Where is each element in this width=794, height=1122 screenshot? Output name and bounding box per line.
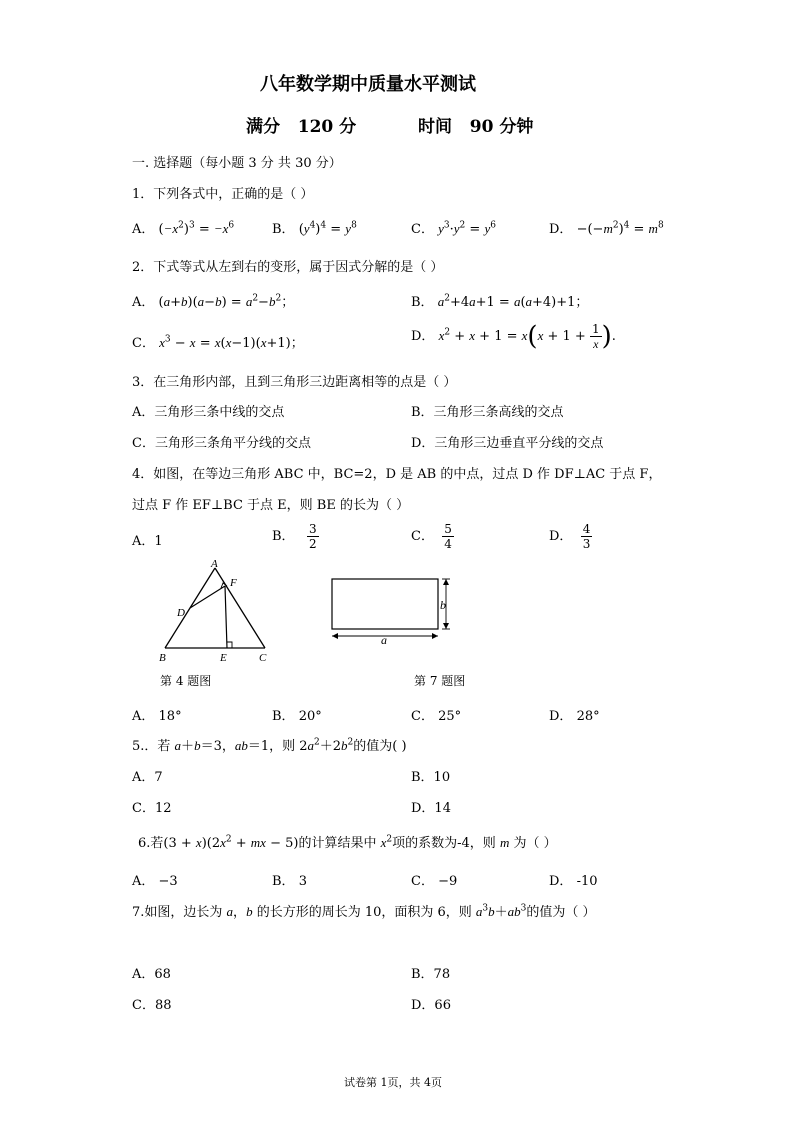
q1-option-a <box>132 218 234 237</box>
q1-option-b <box>272 218 357 237</box>
q5-option-a: A．7 <box>132 770 163 785</box>
q6-b-label: B． <box>272 874 295 889</box>
q4-b-label: B． <box>272 529 295 544</box>
q5-formula: a＋b＝3，ab＝1，则 $2a^2+2b^2$ <box>174 737 354 754</box>
label-c: C <box>259 652 267 664</box>
q5-option-c: C．12 <box>132 801 172 816</box>
figure-4-triangle <box>155 558 275 666</box>
q1-a-formula: $(-x^2)^3 = -x^6$ <box>158 220 235 237</box>
right-angle-e <box>227 642 232 648</box>
q6-option-c <box>411 870 457 889</box>
q6-option-a <box>132 870 178 889</box>
q6-c-value: −9 <box>438 874 458 889</box>
q4-b-den: 2 <box>308 537 317 551</box>
figure-7-rectangle <box>322 574 462 648</box>
q4-c-fraction <box>442 522 454 551</box>
q2-option-a <box>132 291 294 310</box>
q4-d-fraction <box>581 522 593 551</box>
q4-option-b <box>272 522 319 551</box>
q4-d-num: 4 <box>582 522 591 536</box>
q5-stem-prefix: 5.．若 <box>132 739 171 754</box>
label-dim-a: a <box>381 633 387 647</box>
q1-b-formula: $(y^4)^4 = y^8$ <box>298 220 357 237</box>
q1-d-formula: $-(-m^2)^4 = m^8$ <box>576 220 664 237</box>
q5-stem <box>132 735 407 754</box>
q3-option-d: D．三角形三边垂直平分线的交点 <box>411 436 604 451</box>
rectangle <box>332 579 438 629</box>
arrow-b-top <box>443 579 449 585</box>
q6-option-b <box>272 870 307 889</box>
q2-d-label: D． <box>411 329 435 344</box>
angle-a-label: A． <box>132 709 155 724</box>
q6-a-value: −3 <box>158 874 178 889</box>
label-dim-b: b <box>440 598 446 612</box>
q4-d-den: 3 <box>582 537 591 551</box>
q2-option-c <box>132 332 304 351</box>
segment-df <box>190 586 225 608</box>
angle-a-value: 18° <box>158 709 182 724</box>
q7-option-b: B．78 <box>411 967 451 982</box>
side-ac <box>215 568 265 648</box>
q2-a-formula: $(a+b)(a-b) = a^2-b^2$； <box>158 293 295 310</box>
q7-option-d: D．66 <box>411 998 451 1013</box>
label-e: E <box>220 652 227 664</box>
q1-d-label: D． <box>549 222 573 237</box>
angle-option-c <box>411 705 461 724</box>
q4-a-label: A． <box>132 534 155 549</box>
q4-c-label: C． <box>411 529 434 544</box>
q1-a-label: A． <box>132 222 155 237</box>
q6-stem-mid2: 项的系数为-4，则 <box>392 836 496 851</box>
time-label: 时间 <box>418 117 452 137</box>
figure-7-caption: 第 7 题图 <box>414 674 466 688</box>
q6-stem-suffix: 为（ ） <box>513 836 557 851</box>
q3-option-c: C．三角形三条角平分线的交点 <box>132 436 311 451</box>
label-b: B <box>159 652 166 664</box>
label-d: D <box>177 607 185 619</box>
q4-option-a <box>132 530 163 549</box>
q5-option-b: B．10 <box>411 770 451 785</box>
q7-option-a: A．68 <box>132 967 171 982</box>
exam-title: 八年数学期中质量水平测试 <box>260 74 476 95</box>
page-footer: 试卷第 1页，共 4页 <box>344 1076 442 1089</box>
segment-fe <box>225 586 227 648</box>
q7-stem <box>132 901 596 920</box>
q5-stem-suffix: 的值为( ) <box>353 739 407 754</box>
q7-option-c: C．88 <box>132 998 172 1013</box>
q6-c-label: C． <box>411 874 434 889</box>
q7-stem-mid: 的长方形的周长为 10，面积为 6，则 <box>256 905 472 920</box>
q4-stem-line2: 过点 F 作 EF⊥BC 于点 E，则 BE 的长为（ ） <box>132 498 410 513</box>
figure-4-caption: 第 4 题图 <box>160 674 212 688</box>
angle-option-b <box>272 705 322 724</box>
q4-a-value: 1 <box>154 534 163 549</box>
q2-option-b <box>411 291 588 310</box>
q2-b-label: B． <box>411 295 434 310</box>
arrow-b-bottom <box>443 623 449 629</box>
q6-a-label: A． <box>132 874 155 889</box>
q6-d-label: D． <box>549 874 573 889</box>
q4-b-fraction <box>307 522 319 551</box>
q6-stem-prefix: 6.若 <box>138 836 164 851</box>
q4-option-c <box>411 522 454 551</box>
q4-option-d <box>549 522 592 551</box>
angle-option-a <box>132 705 182 724</box>
q6-stem-mid: 的计算结果中 <box>298 836 377 851</box>
arrow-a-right <box>432 633 438 639</box>
full-score-value: 120 分 <box>297 117 357 137</box>
q4-stem-line1: 4．如图，在等边三角形 ABC 中，BC=2，D 是 AB 的中点，过点 D 作 DF⊥AC 于点 F， <box>132 467 662 482</box>
q6-formula: $(3 + x)(2x^2$ + mx − 5) <box>163 834 299 851</box>
angle-c-label: C． <box>411 709 434 724</box>
q6-d-value: -10 <box>576 874 598 889</box>
q1-c-formula: $y^3\cdot y^2 = y^6$ <box>438 220 496 237</box>
q1-stem: 1．下列各式中，正确的是（ ） <box>132 187 314 202</box>
q4-d-label: D． <box>549 529 573 544</box>
q2-d-formula: $x^2 + x + 1 = x(x + 1$ + $\frac{1}{x}$ ). <box>438 321 616 352</box>
q2-stem: 2．下式等式从左到右的变形，属于因式分解的是（ ） <box>132 260 444 275</box>
angle-c-value: 25° <box>438 709 462 724</box>
section-heading: 一. 选择题（每小题 3 分 共 30 分） <box>132 156 342 171</box>
arrow-a-left <box>332 633 338 639</box>
q6-term: x <box>380 835 387 850</box>
q2-option-d <box>411 322 616 351</box>
q2-b-formula: $a^2+4a+1 = a(a+4)+1$； <box>437 293 589 310</box>
q4-c-den: 4 <box>444 537 452 551</box>
q2-c-label: C． <box>132 336 155 351</box>
q6-stem: 6.若$(3 + x)(2x^2$ + mx − 5)的计算结果中 $x^2$项的系数为-4，则 m 为（ ） <box>138 834 557 851</box>
angle-b-label: B． <box>272 709 295 724</box>
q2-c-formula: $x^3 - x = x(x-1)(x+1)$； <box>159 334 304 351</box>
label-f: F <box>230 577 237 589</box>
q2-a-label: A． <box>132 295 155 310</box>
q1-b-label: B． <box>272 222 295 237</box>
angle-d-value: 28° <box>576 709 600 724</box>
q5-option-d: D．14 <box>411 801 451 816</box>
q7-stem-suffix: 的值为（ ） <box>526 905 596 920</box>
q1-c-label: C． <box>411 222 434 237</box>
q1-option-c <box>411 218 496 237</box>
angle-b-value: 20° <box>298 709 322 724</box>
q6-m: m <box>499 835 510 850</box>
q4-c-num: 5 <box>444 522 452 536</box>
label-a: A <box>211 558 218 570</box>
time-value: 90 分钟 <box>469 117 534 137</box>
q6-option-d <box>549 870 598 889</box>
q3-option-b: B．三角形三条高线的交点 <box>411 405 564 420</box>
q7-formula: $a^3b+ab^3$ <box>475 903 527 920</box>
q7-vars: a，b <box>226 904 253 920</box>
exam-time <box>418 112 533 137</box>
q4-b-num: 3 <box>308 522 317 536</box>
q7-stem-prefix: 7.如图，边长为 <box>132 905 223 920</box>
q3-option-a: A．三角形三条中线的交点 <box>132 405 285 420</box>
q1-option-d <box>549 218 664 237</box>
full-score <box>246 112 356 137</box>
q6-b-value: 3 <box>298 874 307 889</box>
q3-stem: 3．在三角形内部，且到三角形三边距离相等的点是（ ） <box>132 375 457 390</box>
angle-d-label: D． <box>549 709 573 724</box>
full-score-label: 满分 <box>246 117 280 137</box>
angle-option-d <box>549 705 600 724</box>
